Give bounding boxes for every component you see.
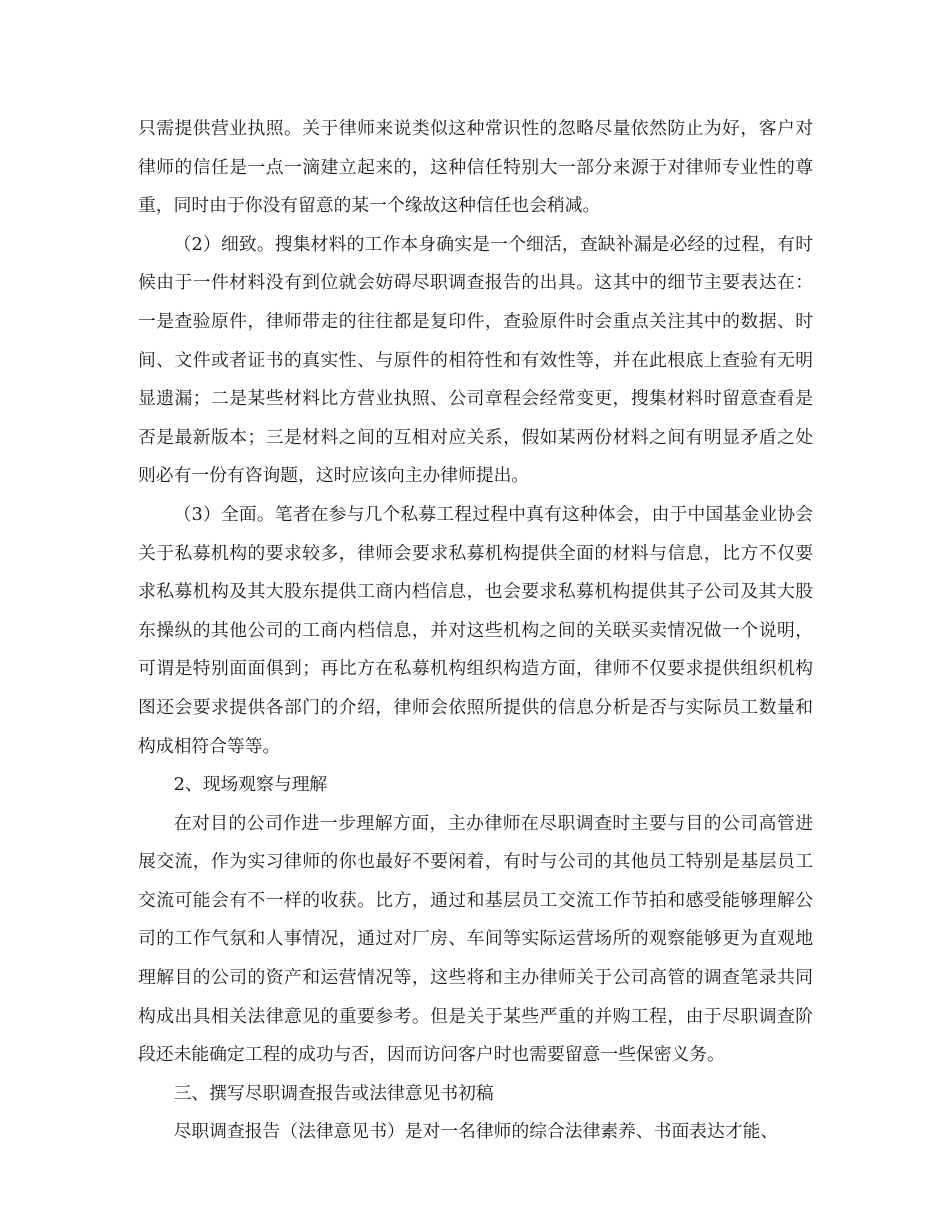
paragraph-site-observation: 在对目的公司作进一步理解方面，主办律师在尽职调查时主要与目的公司高管进展交流，作为实习律师的你也最好不要闲着，有时与公司的其他员工特别是基层员工交流可能会有不一样的收获。比方，通过和基层员工交流工作节拍和感受能够理解公司的工作气氛和人事情况，通过对厂房、车间等实际运营场所的观察能够更为直观地理解目的公司的资产和运营情况等，这些将和主办律师关于公司高管的调查笔录共同构成出具相关法律意见的重要参考。但是关于某些严重的并购工程，由于尽职调查阶段还未能确定工程的成功与否，因而访问客户时也需要留意一些保密义务。 [138,812,813,1066]
paragraph-continuation: 只需提供营业执照。关于律师来说类似这种常识性的忽略尽量依然防止为好，客户对律师的信任是一点一滴建立起来的，这种信任特别大一部分来源于对律师专业性的尊重，同时由于你没有留意的某一个缘故这种信任也会稍减。 [138,118,813,217]
section-heading-report-draft: 三、撰写尽职调查报告或法律意见书初稿 [173,1082,494,1104]
document-body [138,110,813,1152]
paragraph-report: 尽职调查报告（法律意见书）是对一名律师的综合法律素养、书面表达才能、 [173,1121,779,1143]
section-heading-site-observation: 2、现场观察与理解 [173,774,328,796]
paragraph-comprehensive: （3）全面。笔者在参与几个私募工程过程中真有这种体会，由于中国基金业协会关于私募机构的要求较多，律师会要求私募机构提供全面的材料与信息，比方不仅要求私募机构及其大股东提供工商内档信息，也会要求私募机构提供其子公司及其大股东操纵的其他公司的工商内档信息，并对这些机构之间的关联买卖情况做一个说明，可谓是特别面面俱到；再比方在私募机构组织构造方面，律师不仅要求提供组织机构图还会要求提供各部门的介绍，律师会依照所提供的信息分析是否与实际员工数量和构成相符合等等。 [138,503,813,757]
paragraph-detail: （2）细致。搜集材料的工作本身确实是一个细活，查缺补漏是必经的过程，有时候由于一件材料没有到位就会妨碍尽职调查报告的出具。这其中的细节主要表达在：一是查验原件，律师带走的往往都是复印件，查验原件时会重点关注其中的数据、时间、文件或者证书的真实性、与原件的相符性和有效性等，并在此根底上查验有无明显遗漏；二是某些材料比方营业执照、公司章程会经常变更，搜集材料时留意查看是否是最新版本；三是材料之间的互相对应关系，假如某两份材料之间有明显矛盾之处则必有一份有咨询题，这时应该向主办律师提出。 [138,233,813,487]
